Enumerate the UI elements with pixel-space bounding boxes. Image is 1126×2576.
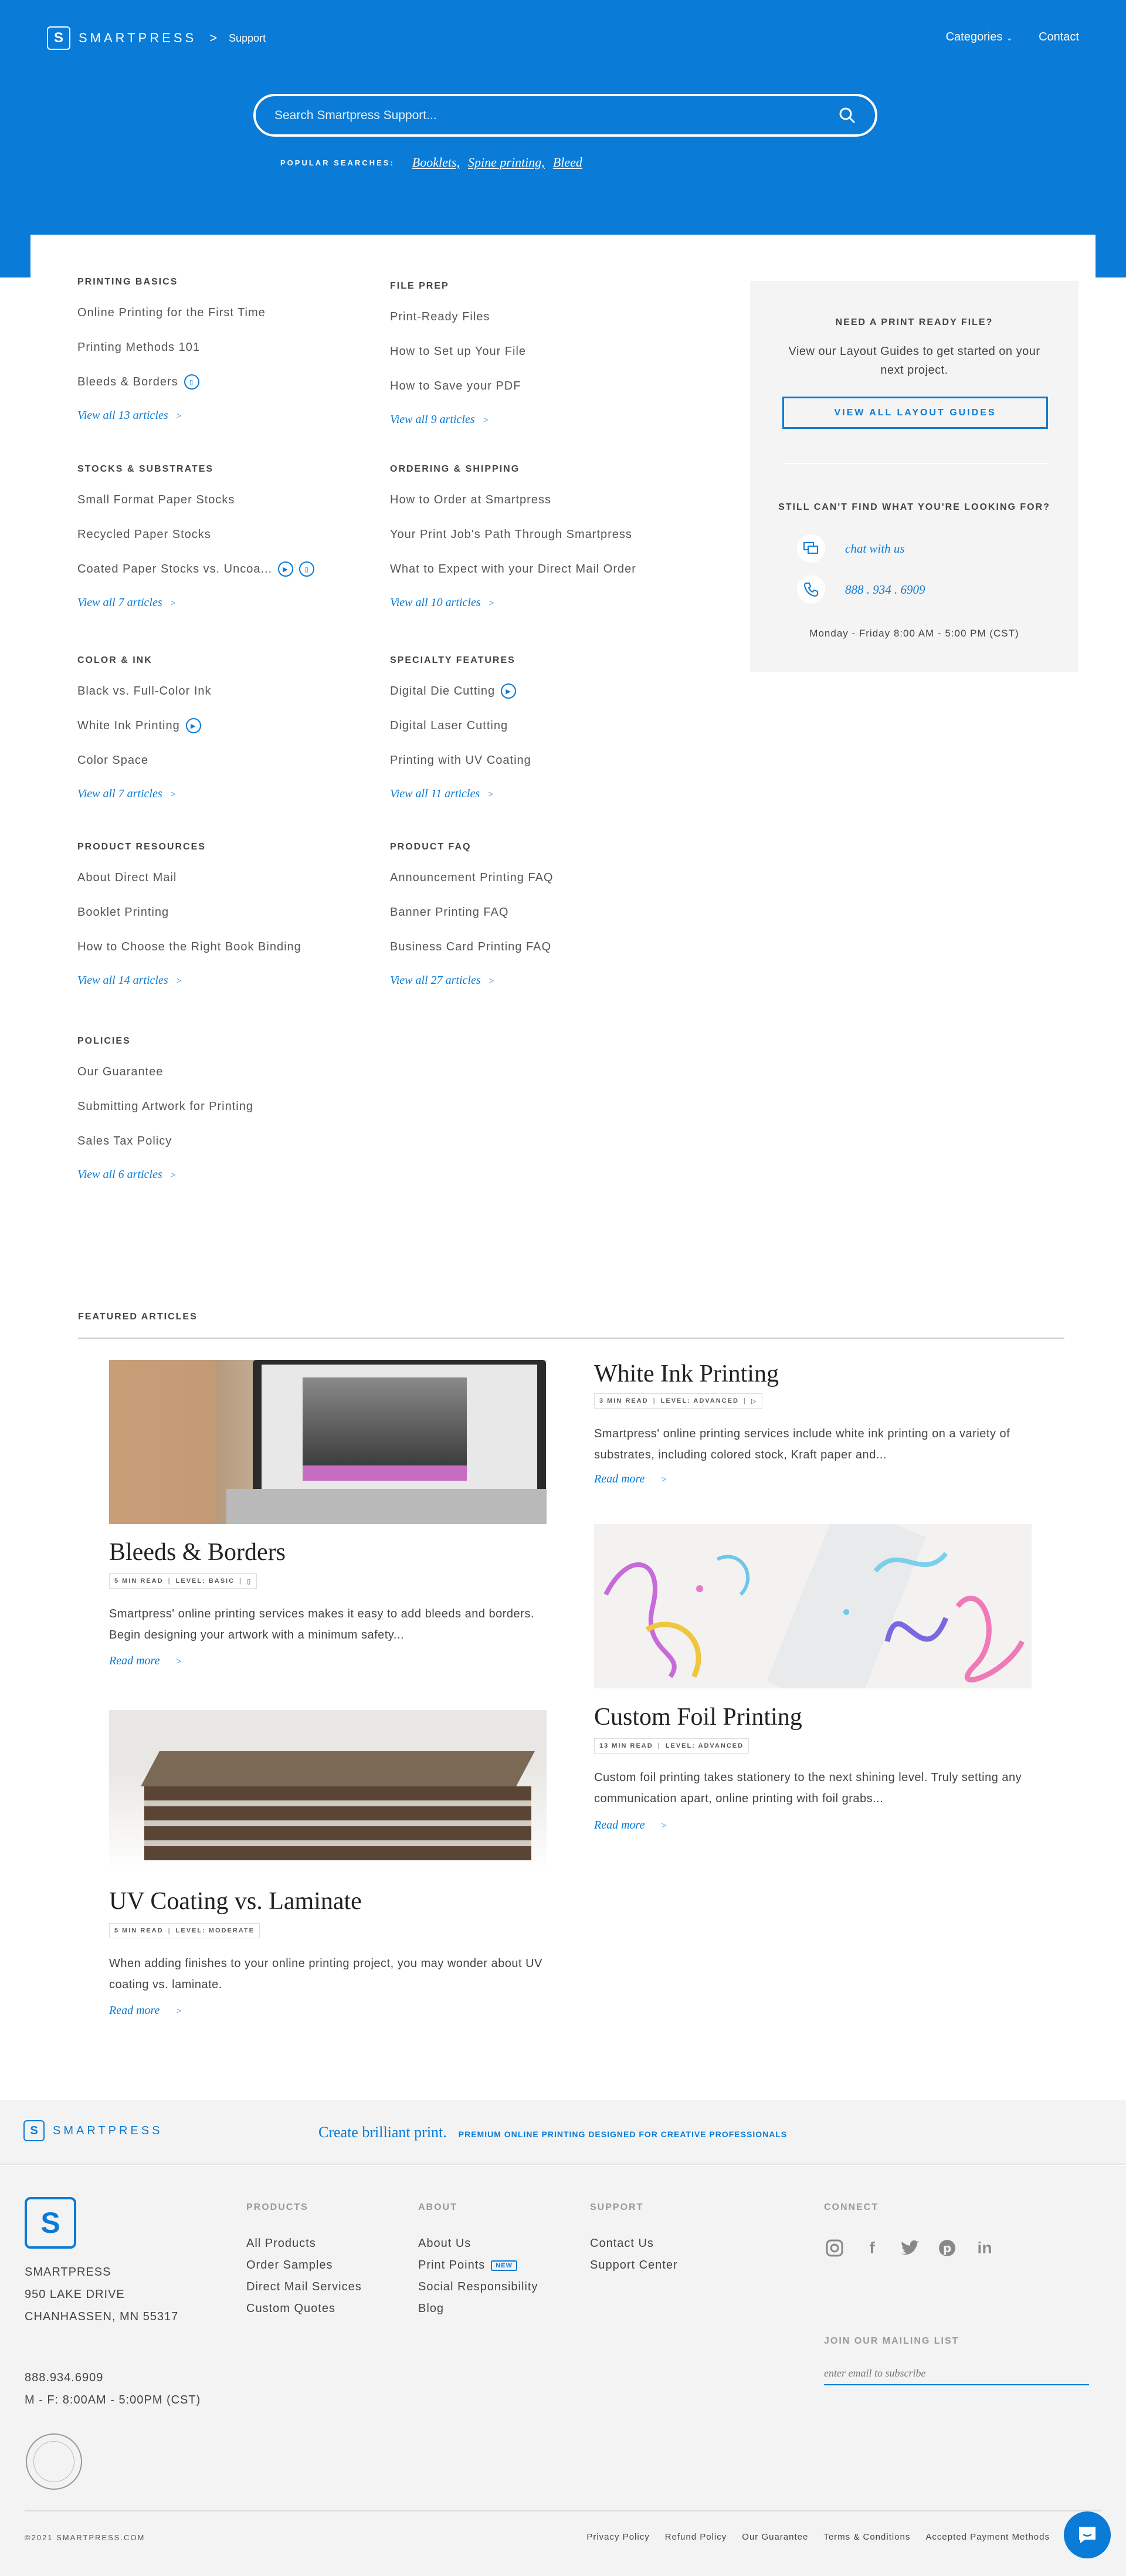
article-image-uv-coating[interactable]: [109, 1710, 547, 1873]
email-subscribe-input[interactable]: [824, 2362, 1089, 2385]
article-link[interactable]: [390, 717, 531, 734]
footer-link[interactable]: [418, 2255, 538, 2276]
view-all-label: View all 10 articles: [390, 596, 481, 609]
chevron-right-icon: >: [170, 790, 176, 800]
read-more-label: Read more: [109, 1654, 160, 1667]
article-image-custom-foil[interactable]: [594, 1524, 1032, 1688]
article-meta: [594, 1393, 762, 1409]
view-all-link[interactable]: [77, 409, 182, 422]
article-link[interactable]: [77, 1132, 253, 1150]
article-link[interactable]: [77, 903, 301, 921]
popular-searches-label: POPULAR SEARCHES:: [280, 158, 395, 167]
new-badge: NEW: [491, 2260, 517, 2271]
view-all-link[interactable]: [390, 787, 493, 801]
article-link-label: Banner Printing FAQ: [390, 905, 509, 919]
chat-widget-button[interactable]: [1064, 2511, 1111, 2558]
read-more-link[interactable]: [594, 1819, 667, 1832]
article-link[interactable]: [77, 560, 314, 578]
footer-link[interactable]: [590, 2233, 678, 2255]
category-title: COLOR & INK: [77, 655, 152, 665]
article-link-label: Digital Laser Cutting: [390, 719, 508, 732]
view-all-link[interactable]: [390, 596, 494, 610]
category-color-ink: [77, 655, 212, 801]
legal-link[interactable]: Terms & Conditions: [823, 2532, 911, 2542]
chevron-right-icon: >: [489, 976, 494, 986]
article-link[interactable]: [77, 491, 314, 509]
article-excerpt: Smartpress' online printing services include white ink printing on a variety of substrates, including colored stock, Kraft paper and...: [594, 1427, 1010, 1461]
article-link-label: About Direct Mail: [77, 871, 177, 884]
meta-separator: |: [653, 1397, 656, 1404]
view-layout-guides-button[interactable]: VIEW ALL LAYOUT GUIDES: [782, 397, 1048, 429]
pinterest-icon[interactable]: [937, 2238, 958, 2259]
article-link-label: Printing with UV Coating: [390, 753, 531, 767]
certification-seal-icon: [26, 2433, 82, 2490]
footer-column-title: PRODUCTS: [246, 2202, 308, 2212]
article-link-label: Business Card Printing FAQ: [390, 940, 551, 953]
footer-link-label: Order Samples: [246, 2259, 333, 2272]
article-link[interactable]: [77, 752, 212, 769]
video-icon: ▷: [751, 1397, 758, 1405]
read-more-link[interactable]: [109, 2004, 182, 2018]
article-link[interactable]: [390, 682, 531, 700]
footer-link-label: All Products: [246, 2237, 316, 2250]
footer-link-label: Contact Us: [590, 2237, 654, 2250]
article-link[interactable]: [390, 752, 531, 769]
article-image-bleeds[interactable]: [109, 1360, 547, 1524]
article-level: LEVEL: ADVANCED: [665, 1742, 744, 1749]
legal-links: [586, 2532, 1050, 2542]
article-link-label: White Ink Printing: [77, 719, 180, 732]
article-link-label: Bleeds & Borders: [77, 375, 178, 388]
article-link[interactable]: [77, 717, 212, 734]
footer-link-label: Blog: [418, 2302, 445, 2315]
view-all-link[interactable]: [390, 974, 494, 987]
featured-title: FEATURED ARTICLES: [78, 1312, 198, 1322]
article-title[interactable]: Bleeds & Borders: [109, 1539, 286, 1566]
address-line: 950 LAKE DRIVE: [25, 2288, 125, 2301]
popular-searches: [280, 155, 591, 170]
legal-link[interactable]: Accepted Payment Methods: [925, 2532, 1050, 2542]
popular-search-link[interactable]: Spine printing,: [468, 155, 545, 170]
brand-name: SMARTPRESS: [79, 31, 197, 45]
tagline-sub: PREMIUM ONLINE PRINTING DESIGNED FOR CREATIVE PROFESSIONALS: [458, 2130, 788, 2139]
article-link[interactable]: [390, 560, 636, 578]
phone-icon: [797, 576, 825, 604]
linkedin-icon[interactable]: in: [977, 2239, 992, 2257]
article-link[interactable]: [390, 903, 553, 921]
support-hours: Monday - Friday 8:00 AM - 5:00 PM (CST): [809, 628, 1019, 639]
chevron-right-icon: >: [176, 976, 182, 986]
category-product-faq: [390, 842, 553, 987]
view-all-label: View all 9 articles: [390, 413, 475, 426]
category-file-prep: [390, 281, 526, 426]
footer-link[interactable]: [246, 2276, 362, 2298]
search-icon[interactable]: [839, 107, 856, 124]
chevron-right-icon: >: [170, 1170, 176, 1180]
chevron-right-icon: >: [483, 415, 489, 425]
footer-address: [25, 2261, 178, 2328]
chevron-right-icon: >: [661, 1821, 667, 1831]
article-link[interactable]: [390, 526, 636, 543]
divider: [782, 463, 1048, 464]
footer-tagline: [318, 2124, 787, 2141]
article-link-label: Recycled Paper Stocks: [77, 527, 211, 541]
category-title: PRODUCT FAQ: [390, 842, 472, 852]
ready-file-desc: View our Layout Guides to get started on your next project.: [788, 345, 1040, 377]
legal-link[interactable]: Refund Policy: [664, 2532, 727, 2542]
popular-search-link[interactable]: Booklets,: [412, 155, 460, 170]
breadcrumb-separator: >: [209, 31, 218, 45]
article-link-label: Color Space: [77, 753, 149, 767]
view-all-label: View all 11 articles: [390, 787, 480, 800]
view-all-link[interactable]: [77, 596, 176, 610]
article-meta: [109, 1923, 260, 1938]
article-link[interactable]: [77, 1063, 253, 1081]
article-link-label: Coated Paper Stocks vs. Uncoa...: [77, 562, 273, 576]
footer-link-label: Support Center: [590, 2259, 678, 2272]
help-sidebar: [750, 281, 1078, 672]
article-link-label: Print-Ready Files: [390, 310, 490, 323]
article-title[interactable]: White Ink Printing: [594, 1360, 779, 1387]
footer-link-label: About Us: [418, 2237, 472, 2250]
chevron-right-icon: >: [176, 2006, 182, 2016]
copyright: ©2021 SMARTPRESS.COM: [25, 2533, 145, 2542]
chat-label: chat with us: [845, 541, 905, 556]
category-specialty-features: [390, 655, 531, 801]
footer-phone[interactable]: 888.934.6909: [25, 2371, 104, 2384]
article-title[interactable]: UV Coating vs. Laminate: [109, 1888, 362, 1915]
footer-link[interactable]: [246, 2233, 362, 2255]
article-link[interactable]: [390, 343, 526, 360]
category-title: PRINTING BASICS: [77, 277, 178, 287]
article-link[interactable]: [77, 938, 301, 956]
article-excerpt: When adding finishes to your online printing project, you may wonder about UV coating vs. laminate.: [109, 1957, 542, 1991]
divider: [25, 2510, 1101, 2511]
category-title: STOCKS & SUBSTRATES: [77, 464, 214, 474]
video-icon: ▶: [278, 561, 293, 577]
phone-label: 888 . 934 . 6909: [845, 582, 925, 597]
article-link[interactable]: [77, 373, 266, 391]
article-link[interactable]: [77, 1098, 253, 1115]
nav-categories[interactable]: [946, 31, 1013, 44]
article-link[interactable]: [390, 377, 526, 395]
read-more-link[interactable]: [109, 1654, 182, 1668]
read-time: 5 MIN READ: [114, 1927, 164, 1934]
address-line: SMARTPRESS: [25, 2266, 111, 2279]
category-policies: [77, 1036, 253, 1182]
article-link[interactable]: [390, 938, 553, 956]
footer-link[interactable]: [246, 2255, 362, 2276]
chevron-right-icon: >: [170, 598, 176, 608]
ready-file-title: NEED A PRINT READY FILE?: [835, 317, 993, 327]
legal-link[interactable]: Our Guarantee: [742, 2532, 809, 2542]
popular-search-link[interactable]: Bleed: [552, 155, 582, 170]
article-link[interactable]: [390, 308, 526, 326]
article-link-label: Our Guarantee: [77, 1065, 164, 1078]
smartpress-logo-icon: S: [47, 26, 70, 50]
article-excerpt: Custom foil printing takes stationery to the next shining level. Truly setting any communication apart, online printing with foil grabs...: [594, 1771, 1022, 1805]
article-link-label: What to Expect with your Direct Mail Order: [390, 562, 636, 576]
article-link[interactable]: [390, 491, 636, 509]
footer-column-title: ABOUT: [418, 2202, 457, 2212]
video-icon: ▶: [186, 718, 201, 733]
breadcrumb-support[interactable]: Support: [229, 32, 266, 44]
view-all-link[interactable]: [77, 974, 182, 987]
category-product-resources: [77, 842, 301, 987]
read-more-label: Read more: [594, 1473, 645, 1485]
view-all-label: View all 7 articles: [77, 787, 162, 800]
category-title: FILE PREP: [390, 281, 449, 291]
category-ordering-shipping: [390, 464, 636, 610]
content-card: [30, 235, 1096, 1326]
article-link-label: Black vs. Full-Color Ink: [77, 684, 212, 698]
smartpress-logo-icon: S: [23, 2120, 45, 2141]
article-link[interactable]: [77, 869, 301, 886]
read-more-label: Read more: [109, 2004, 160, 2017]
meta-separator: |: [743, 1397, 747, 1404]
view-all-label: View all 14 articles: [77, 974, 168, 987]
article-link-label: Printing Methods 101: [77, 340, 201, 354]
header-logo[interactable]: [47, 26, 266, 50]
read-time: 13 MIN READ: [599, 1742, 653, 1749]
article-link[interactable]: [77, 682, 212, 700]
footer-column-title: SUPPORT: [590, 2202, 644, 2212]
read-time: 5 MIN READ: [114, 1578, 164, 1585]
chat-link[interactable]: [797, 534, 905, 563]
article-link[interactable]: [390, 869, 553, 886]
address-line: CHANHASSEN, MN 55317: [25, 2310, 179, 2323]
view-all-label: View all 13 articles: [77, 409, 168, 422]
meta-separator: |: [168, 1927, 171, 1934]
footer-link[interactable]: [418, 2276, 538, 2298]
category-title: SPECIALTY FEATURES: [390, 655, 515, 665]
article-link-label: Digital Die Cutting: [390, 684, 496, 698]
footer-column-support: [590, 2202, 678, 2276]
footer-link-label: Custom Quotes: [246, 2302, 335, 2315]
view-all-link[interactable]: [77, 1168, 176, 1182]
footer-link-label: Social Responsibility: [418, 2280, 538, 2293]
article-title[interactable]: Custom Foil Printing: [594, 1704, 802, 1731]
article-link-label: Online Printing for the First Time: [77, 306, 266, 319]
facebook-icon[interactable]: f: [869, 2239, 875, 2257]
chevron-down-icon: ⌄: [1006, 33, 1013, 42]
article-link-label: How to Choose the Right Book Binding: [77, 940, 301, 953]
read-time: 3 MIN READ: [599, 1397, 649, 1404]
meta-separator: |: [239, 1578, 243, 1585]
article-link-label: Your Print Job's Path Through Smartpress: [390, 527, 632, 541]
twitter-icon[interactable]: [899, 2238, 920, 2259]
article-excerpt: Smartpress' online printing services makes it easy to add bleeds and borders. Begin designing your artwork with a minimum safety...: [109, 1607, 534, 1641]
tagline-main: Create brilliant print.: [318, 2124, 447, 2141]
footer-link[interactable]: [246, 2298, 362, 2320]
footer-contact: [25, 2367, 201, 2411]
category-stocks-substrates: [77, 464, 314, 610]
chat-icon: [797, 534, 825, 563]
article-link-label: How to Order at Smartpress: [390, 493, 551, 506]
footer-link[interactable]: [418, 2298, 538, 2320]
read-more-label: Read more: [594, 1819, 645, 1832]
meta-separator: |: [657, 1742, 661, 1749]
category-title: PRODUCT RESOURCES: [77, 842, 206, 852]
nav-categories-label: Categories: [945, 31, 1003, 43]
help-title: STILL CAN'T FIND WHAT YOU'RE LOOKING FOR?: [778, 502, 1050, 512]
footer-logo[interactable]: [23, 2120, 162, 2141]
view-all-link[interactable]: [390, 413, 489, 426]
footer-link[interactable]: [418, 2233, 538, 2255]
footer-hours: M - F: 8:00AM - 5:00PM (CST): [25, 2394, 201, 2406]
top-nav: [946, 31, 1079, 44]
article-link[interactable]: [77, 304, 266, 321]
footer-connect: [824, 2202, 879, 2233]
chevron-right-icon: >: [176, 1657, 182, 1667]
document-icon: ▯: [299, 561, 314, 577]
chat-bubble-icon: [1077, 2524, 1098, 2545]
read-more-link[interactable]: [594, 1473, 667, 1486]
article-level: LEVEL: ADVANCED: [660, 1397, 739, 1404]
view-all-label: View all 6 articles: [77, 1168, 162, 1181]
social-links: [824, 2238, 995, 2259]
chevron-right-icon: >: [176, 411, 182, 421]
article-link-label: Small Format Paper Stocks: [77, 493, 235, 506]
chevron-right-icon: >: [488, 790, 494, 800]
article-link-label: Sales Tax Policy: [77, 1134, 172, 1147]
divider: [78, 1338, 1064, 1339]
nav-contact[interactable]: Contact: [1039, 31, 1079, 43]
article-link-label: How to Set up Your File: [390, 344, 527, 358]
document-icon: ▯: [247, 1578, 252, 1585]
category-title: POLICIES: [77, 1036, 131, 1046]
article-link-label: Announcement Printing FAQ: [390, 871, 554, 884]
footer-brand: SMARTPRESS: [53, 2124, 163, 2137]
footer-link-label: Direct Mail Services: [246, 2280, 362, 2293]
article-link[interactable]: [77, 526, 314, 543]
article-meta: [109, 1573, 257, 1589]
phone-link[interactable]: [797, 576, 925, 604]
article-level: LEVEL: BASIC: [175, 1578, 235, 1585]
article-link[interactable]: [77, 338, 266, 356]
smartpress-logo-icon: S: [25, 2197, 76, 2249]
svg-text:p: p: [942, 2241, 952, 2255]
document-icon: ▯: [184, 374, 199, 390]
footer-column-about: [418, 2202, 538, 2320]
mailing-list-title: JOIN OUR MAILING LIST: [824, 2336, 959, 2346]
view-all-label: View all 27 articles: [390, 974, 481, 987]
footer-column-products: [246, 2202, 362, 2320]
search-bar: [253, 94, 877, 137]
chevron-right-icon: >: [661, 1475, 667, 1485]
article-link-label: Booklet Printing: [77, 905, 169, 919]
footer-link-label: Print Points: [418, 2259, 486, 2272]
video-icon: ▶: [501, 683, 516, 699]
chevron-right-icon: >: [489, 598, 494, 608]
article-link-label: Submitting Artwork for Printing: [77, 1099, 253, 1113]
category-title: ORDERING & SHIPPING: [390, 464, 520, 474]
view-all-label: View all 7 articles: [77, 596, 162, 609]
legal-link[interactable]: Privacy Policy: [586, 2532, 650, 2542]
article-link-label: How to Save your PDF: [390, 379, 521, 392]
article-meta: [594, 1738, 749, 1754]
search-input[interactable]: [274, 109, 839, 123]
meta-separator: |: [168, 1578, 171, 1585]
instagram-icon[interactable]: [824, 2238, 845, 2259]
category-printing-basics: [77, 277, 266, 422]
article-level: LEVEL: MODERATE: [175, 1927, 255, 1934]
connect-title: CONNECT: [824, 2202, 879, 2212]
view-all-link[interactable]: [77, 787, 176, 801]
footer-link[interactable]: [590, 2255, 678, 2276]
